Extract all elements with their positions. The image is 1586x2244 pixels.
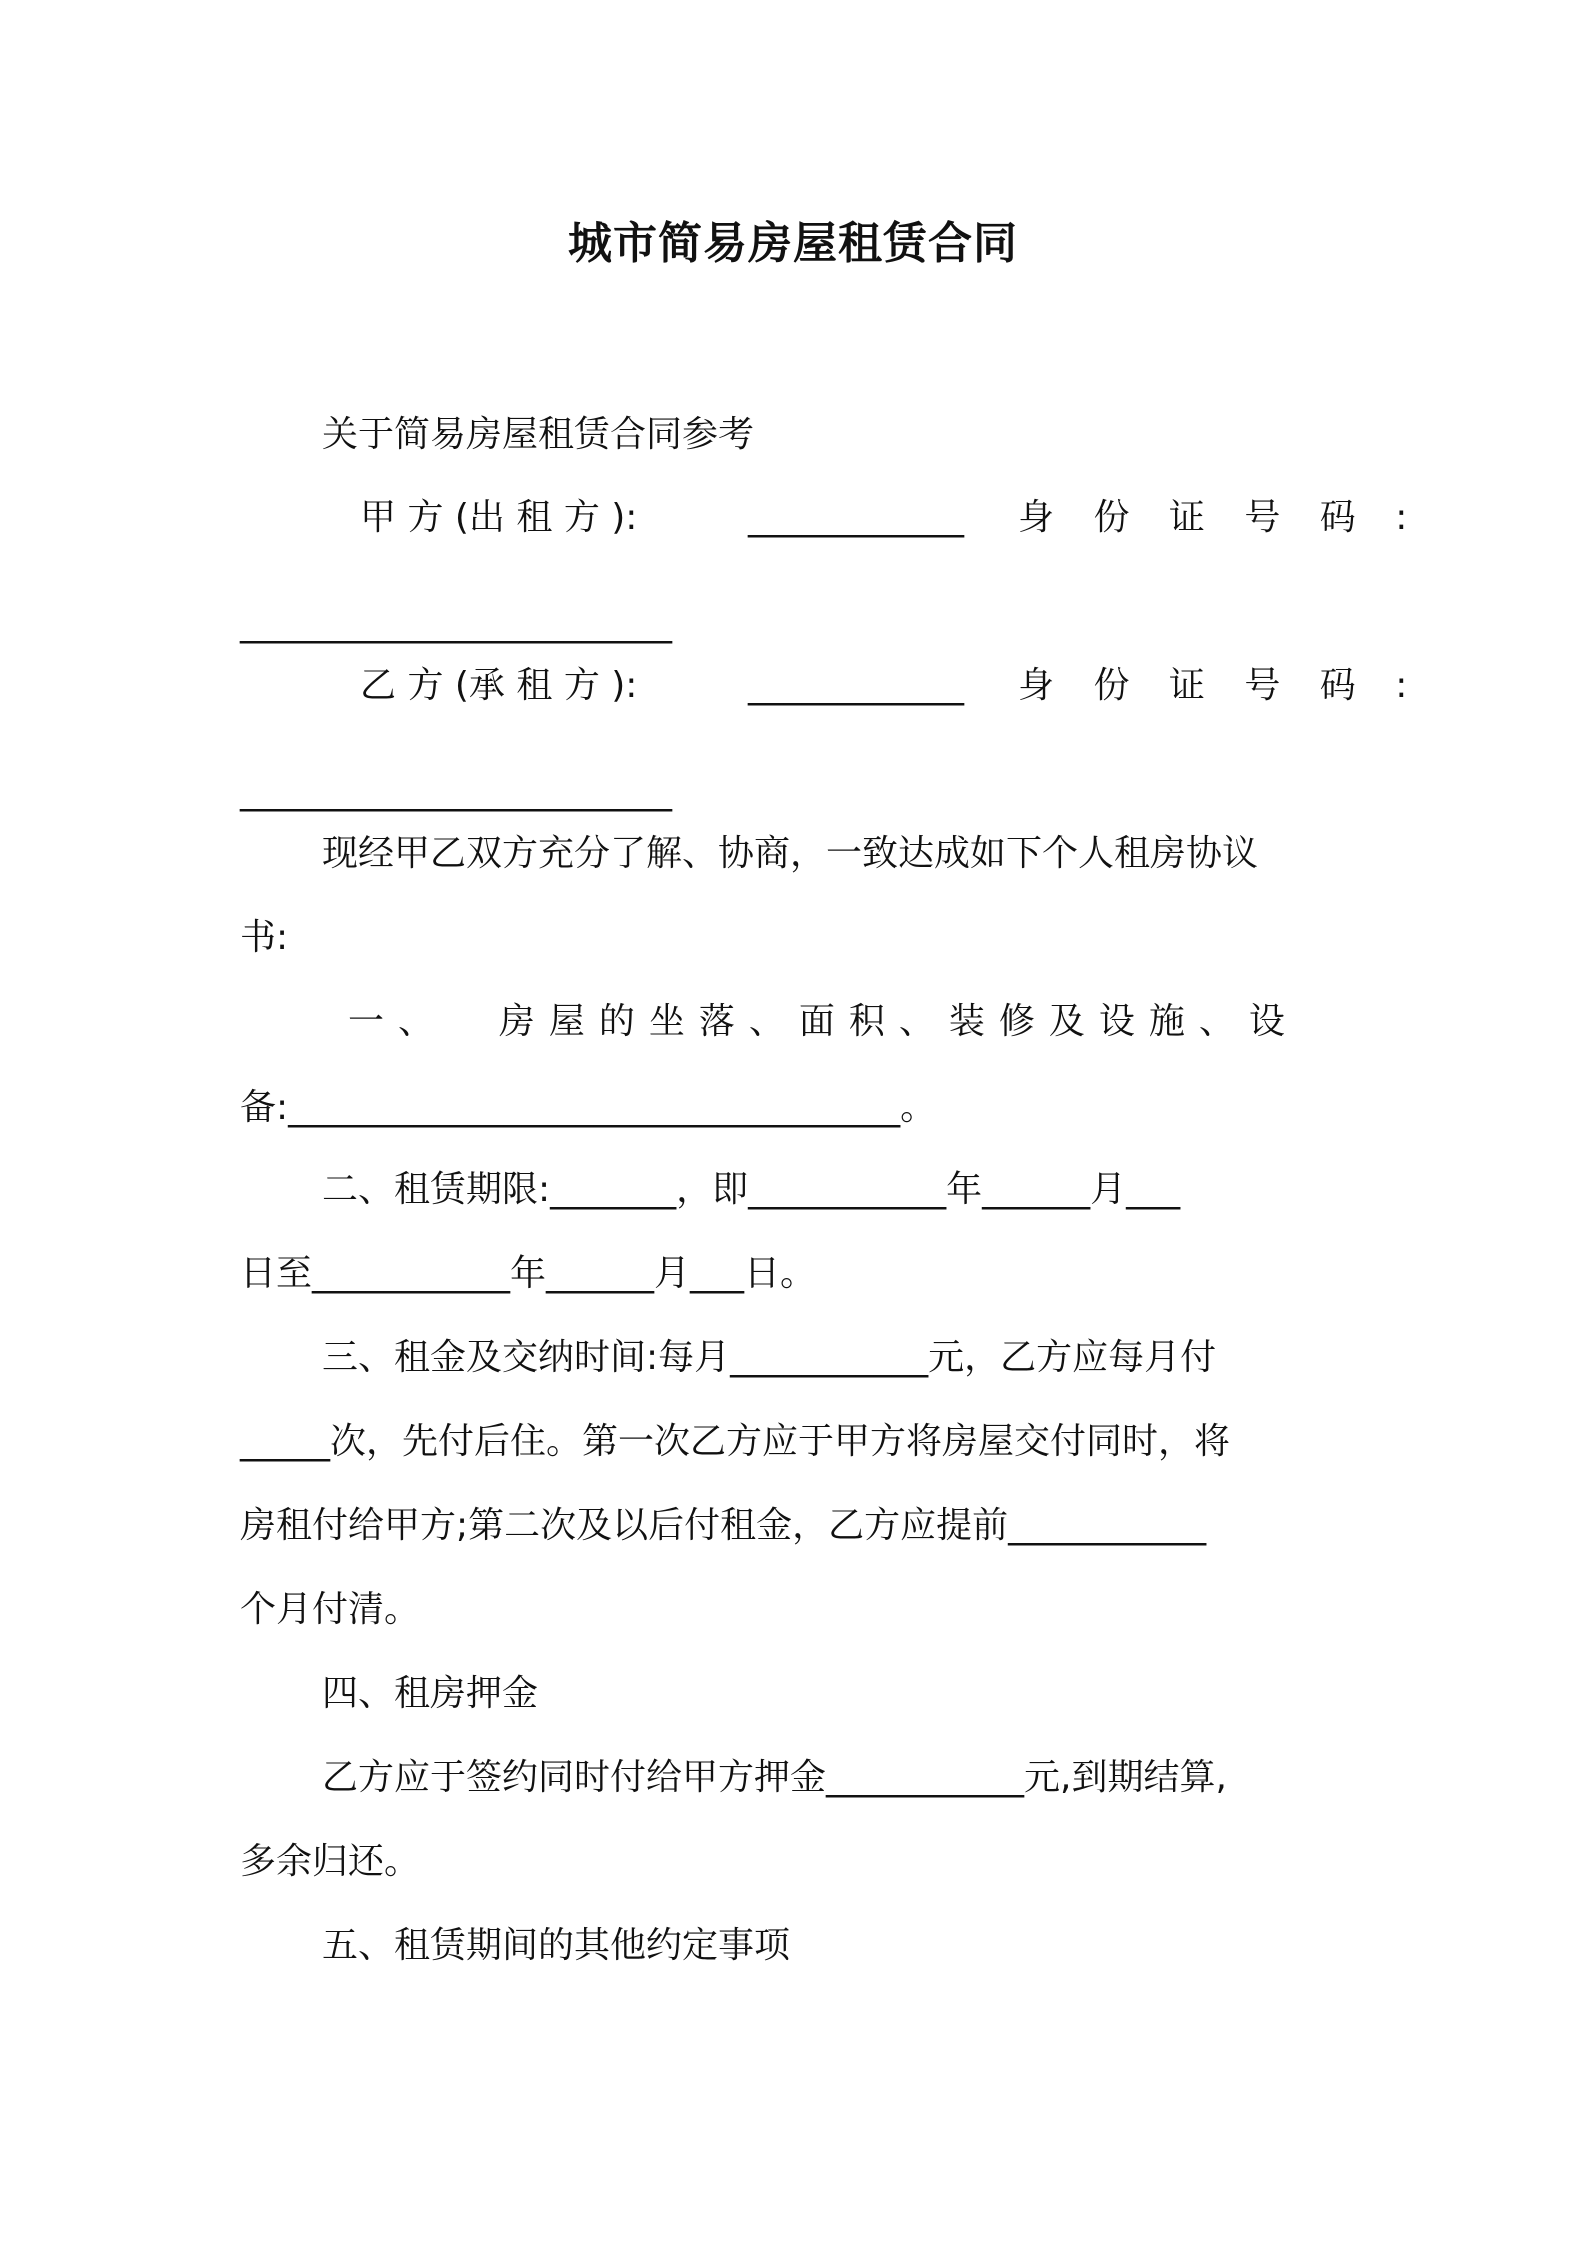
section-3-line-3: 房租付给甲方;第二次及以后付租金，乙方应提前___________ bbox=[240, 1505, 1207, 1546]
section-4-line-2: 多余归还。 bbox=[240, 1841, 421, 1882]
section-2-line-2: 日至___________年______月___日。 bbox=[240, 1253, 817, 1294]
party-b-id-label: 身 份 证 号 码 : bbox=[1018, 665, 1422, 706]
intro-line-1: 现经甲乙双方充分了解、协商，一致达成如下个人租房协议 bbox=[322, 833, 1259, 874]
section-4-title: 四、租房押金 bbox=[322, 1673, 539, 1714]
section-3-line-4: 个月付清。 bbox=[240, 1589, 421, 1630]
section-5-title: 五、租赁期间的其他约定事项 bbox=[322, 1925, 791, 1966]
section-3-line-1: 三、租金及交纳时间:每月___________元，乙方应每月付 bbox=[322, 1337, 1217, 1378]
section-3-line-2: _____次，先付后住。第一次乙方应于甲方将房屋交付同时，将 bbox=[240, 1421, 1231, 1462]
document-title: 城市简易房屋租赁合同 bbox=[568, 218, 1018, 269]
intro-line-2: 书: bbox=[240, 917, 289, 958]
section-4-line-1: 乙方应于签约同时付给甲方押金___________元,到期结算, bbox=[322, 1757, 1227, 1798]
section-1-line-1: 一、 房屋的坐落、面积、装修及设施、设 bbox=[348, 1001, 1299, 1042]
party-a-id-blank: ________________________ bbox=[240, 603, 672, 644]
section-2-line-1: 二、租赁期限:_______，即___________年______月___ bbox=[322, 1169, 1181, 1210]
section-1-line-2: 备:__________________________________。 bbox=[240, 1087, 937, 1128]
party-b-name-blank: ____________ bbox=[748, 665, 964, 706]
document-subtitle: 关于简易房屋租赁合同参考 bbox=[322, 414, 755, 455]
party-a-name-blank: ____________ bbox=[748, 497, 964, 538]
party-a-label: 甲 方 (出 租 方 ): bbox=[360, 497, 638, 538]
party-b-label: 乙 方 (承 租 方 ): bbox=[360, 665, 638, 706]
party-b-id-blank: ________________________ bbox=[240, 771, 672, 812]
party-a-id-label: 身 份 证 号 码 : bbox=[1018, 497, 1422, 538]
